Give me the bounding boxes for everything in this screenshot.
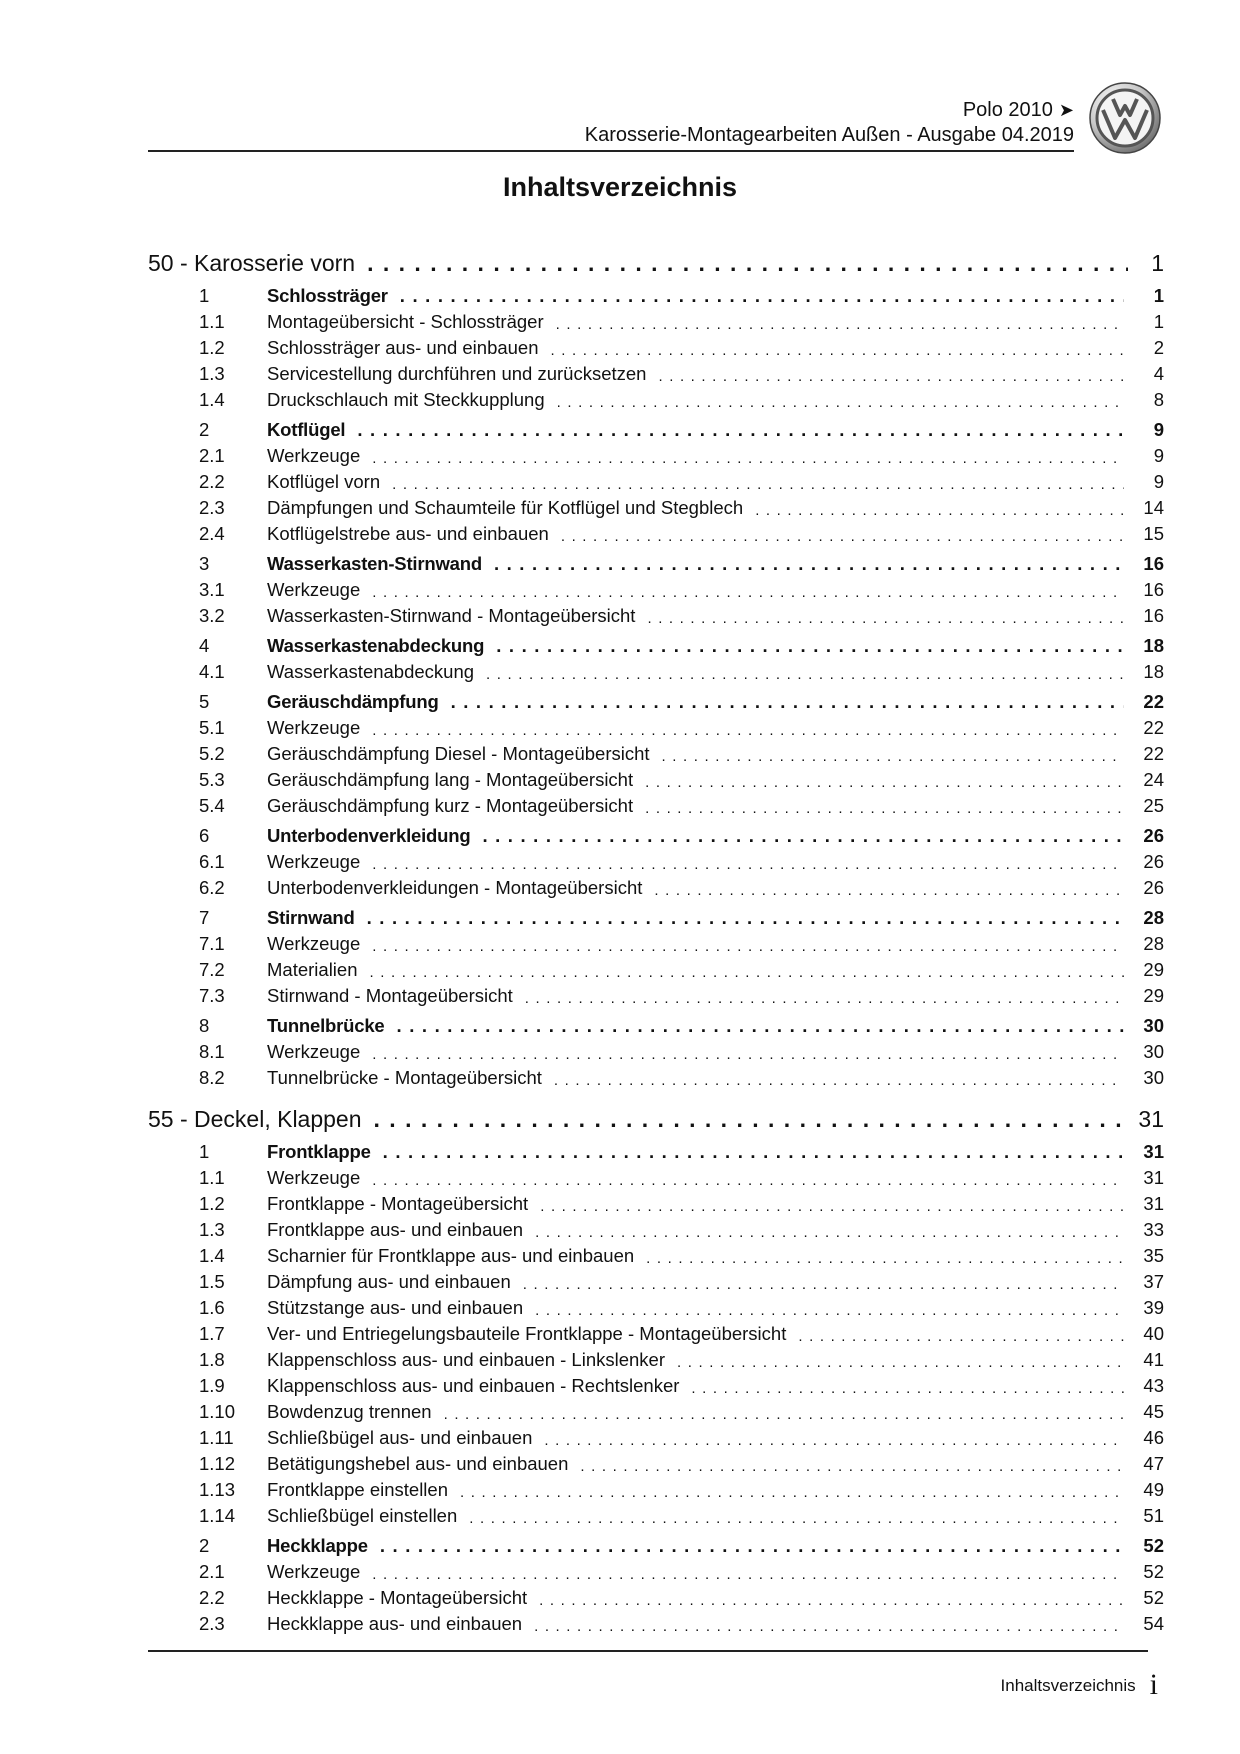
- dot-leader: [786, 1328, 1124, 1345]
- toc-subsection-title: Kotflügelstrebe aus- und einbauen: [267, 523, 549, 544]
- toc-subsection-number: 1.14: [199, 1505, 236, 1526]
- toc-section-number: 5: [199, 691, 210, 712]
- model-name: Polo 2010: [962, 99, 1053, 121]
- toc-subsection-title: Wasserkasten-Stirnwand - Montageübersicht: [267, 605, 636, 626]
- toc-subsection[interactable]: [148, 519, 1164, 545]
- toc-subsection-number: 2.2: [199, 1587, 225, 1608]
- toc-page-number: 16: [1143, 605, 1164, 626]
- toc-page-number: 52: [1143, 1561, 1164, 1582]
- toc-subsection-title: Werkzeuge: [267, 1167, 361, 1188]
- toc-subsection[interactable]: [148, 765, 1164, 791]
- toc-page-number: 52: [1143, 1535, 1164, 1556]
- toc-subsection[interactable]: [148, 333, 1164, 359]
- toc-subsection-number: 2.2: [199, 471, 225, 492]
- dot-leader: [646, 368, 1124, 385]
- dot-leader: [371, 1141, 1124, 1163]
- dot-leader: [633, 800, 1124, 817]
- toc-page-number: 15: [1143, 523, 1164, 544]
- toc-subsection-title: Stützstange aus- und einbauen: [267, 1297, 524, 1318]
- toc-subsection-number: 1.2: [199, 337, 225, 358]
- dot-leader: [544, 316, 1124, 333]
- toc-subsection[interactable]: [148, 1345, 1164, 1371]
- toc-section-title: Stirnwand: [267, 907, 355, 928]
- toc-subsection-number: 1.4: [199, 389, 225, 410]
- toc-page-number: 24: [1143, 769, 1164, 790]
- page-number: i: [1149, 1668, 1158, 1701]
- dot-leader: [665, 1354, 1124, 1371]
- dot-leader: [542, 1072, 1124, 1089]
- toc-subsection-number: 1.10: [199, 1401, 236, 1422]
- toc-page-number: 9: [1153, 471, 1164, 492]
- toc-subsection[interactable]: [148, 929, 1164, 955]
- toc-subsection-number: 1.3: [199, 1219, 225, 1240]
- toc-subsection-title: Bowdenzug trennen: [267, 1401, 432, 1422]
- dot-leader: [439, 691, 1124, 713]
- dot-leader: [355, 250, 1128, 277]
- dot-leader: [523, 1224, 1124, 1241]
- toc-subsection[interactable]: [148, 1371, 1164, 1397]
- toc-subsection-title: Druckschlauch mit Steckkupplung: [267, 389, 545, 410]
- dot-leader: [511, 1276, 1124, 1293]
- toc-page-number: 39: [1143, 1297, 1164, 1318]
- toc-page-number: 9: [1153, 419, 1164, 440]
- toc-subsection-title: Werkzeuge: [267, 445, 361, 466]
- toc-chapter[interactable]: [148, 249, 1164, 277]
- toc-subsection[interactable]: [148, 1063, 1164, 1089]
- toc-subsection-number: 2.3: [199, 1613, 225, 1634]
- toc-subsection[interactable]: [148, 791, 1164, 817]
- dot-leader: [448, 1484, 1124, 1501]
- toc-subsection-number: 1.5: [199, 1271, 225, 1292]
- toc-page-number: 30: [1143, 1041, 1164, 1062]
- toc-page-number: 16: [1143, 579, 1164, 600]
- toc-subsection-number: 1.1: [199, 1167, 225, 1188]
- toc-subsection-title: Werkzeuge: [267, 933, 361, 954]
- toc-subsection[interactable]: [148, 385, 1164, 411]
- dot-leader: [743, 502, 1124, 519]
- dot-leader: [360, 1046, 1124, 1063]
- toc-section[interactable]: [148, 1531, 1164, 1557]
- toc-subsection-title: Kotflügel vorn: [267, 471, 381, 492]
- toc-chapter-title: 55 - Deckel, Klappen: [148, 1106, 362, 1132]
- dot-leader: [679, 1380, 1124, 1397]
- toc-section-title: Tunnelbrücke: [267, 1015, 385, 1036]
- document-subtitle: Karosserie-Montagearbeiten Außen - Ausgabe 04.2019: [584, 124, 1074, 146]
- dot-leader: [360, 938, 1124, 955]
- toc-subsection[interactable]: [148, 1583, 1164, 1609]
- toc-subsection-number: 3.2: [199, 605, 225, 626]
- dot-leader: [388, 285, 1124, 307]
- toc-subsection[interactable]: [148, 1397, 1164, 1423]
- toc-section-number: 4: [199, 635, 210, 656]
- toc-section-title: Geräuschdämpfung: [267, 691, 439, 712]
- toc-page-number: 18: [1143, 635, 1164, 656]
- toc-subsection-title: Geräuschdämpfung Diesel - Montageübersicht: [267, 743, 650, 764]
- toc-subsection[interactable]: [148, 739, 1164, 765]
- toc-subsection[interactable]: [148, 1423, 1164, 1449]
- toc-subsection-title: Ver- und Entriegelungsbauteile Frontklappe - Montageübersicht: [267, 1323, 787, 1344]
- vw-logo-icon: [1089, 82, 1161, 154]
- toc-section[interactable]: [148, 631, 1164, 657]
- toc-subsection-title: Materialien: [267, 959, 358, 980]
- toc-subsection-number: 2.1: [199, 445, 225, 466]
- page-header: [148, 98, 1074, 148]
- spacer: [148, 1089, 1164, 1099]
- dot-leader: [484, 635, 1124, 657]
- dot-leader: [633, 774, 1124, 791]
- toc-subsection-number: 1.9: [199, 1375, 225, 1396]
- toc-subsection-title: Montageübersicht - Schlossträger: [267, 311, 544, 332]
- toc-subsection[interactable]: [148, 575, 1164, 601]
- toc-page-number: 49: [1143, 1479, 1164, 1500]
- page-title: Inhaltsverzeichnis: [502, 172, 738, 202]
- dot-leader: [482, 553, 1124, 575]
- toc-page-number: 30: [1143, 1067, 1164, 1088]
- toc-subsection[interactable]: [148, 955, 1164, 981]
- page-footer: [0, 1668, 1158, 1702]
- toc-subsection-title: Dämpfungen und Schaumteile für Kotflügel und Stegblech: [267, 497, 744, 518]
- toc-subsection-number: 5.1: [199, 717, 225, 738]
- toc-subsection-number: 1.8: [199, 1349, 225, 1370]
- dot-leader: [523, 1302, 1124, 1319]
- dot-leader: [539, 342, 1124, 359]
- toc-subsection-title: Schließbügel einstellen: [267, 1505, 458, 1526]
- toc-subsection-number: 7.1: [199, 933, 225, 954]
- dot-leader: [474, 666, 1124, 683]
- dot-leader: [380, 476, 1124, 493]
- toc-section-number: 6: [199, 825, 210, 846]
- toc-section-title: Schlossträger: [267, 285, 388, 306]
- toc-page-number: 22: [1143, 717, 1164, 738]
- toc-subsection[interactable]: [148, 1189, 1164, 1215]
- toc-subsection-title: Heckklappe - Montageübersicht: [267, 1587, 528, 1608]
- dot-leader: [642, 882, 1124, 899]
- toc-page-number: 14: [1143, 497, 1164, 518]
- toc-subsection[interactable]: [148, 873, 1164, 899]
- toc-section-number: 8: [199, 1015, 210, 1036]
- toc-section-number: 1: [199, 285, 210, 306]
- toc-subsection[interactable]: [148, 1037, 1164, 1063]
- toc-subsection[interactable]: [148, 1557, 1164, 1583]
- toc-page-number: 16: [1143, 553, 1164, 574]
- toc-subsection-title: Scharnier für Frontklappe aus- und einbauen: [267, 1245, 635, 1266]
- dot-leader: [532, 1432, 1124, 1449]
- toc-subsection-title: Heckklappe aus- und einbauen: [267, 1613, 523, 1634]
- toc-section-number: 3: [199, 553, 210, 574]
- toc-subsection[interactable]: [148, 1609, 1164, 1635]
- toc-subsection-number: 6.1: [199, 851, 225, 872]
- dot-leader: [527, 1592, 1124, 1609]
- toc-section[interactable]: [148, 1137, 1164, 1163]
- toc-section-number: 7: [199, 907, 210, 928]
- toc-page-number: 1: [1151, 250, 1164, 276]
- toc-subsection-number: 3.1: [199, 579, 225, 600]
- toc-page-number: 33: [1143, 1219, 1164, 1240]
- dot-leader: [650, 748, 1124, 765]
- toc-subsection-number: 1.13: [199, 1479, 236, 1500]
- toc-subsection[interactable]: [148, 1501, 1164, 1527]
- dot-leader: [470, 825, 1124, 847]
- toc-chapter-title: 50 - Karosserie vorn: [148, 250, 356, 276]
- toc-page-number: 51: [1143, 1505, 1164, 1526]
- toc-page-number: 31: [1143, 1193, 1164, 1214]
- toc-subsection[interactable]: [148, 441, 1164, 467]
- toc-subsection-title: Betätigungshebel aus- und einbauen: [267, 1453, 569, 1474]
- toc-subsection-number: 8.1: [199, 1041, 225, 1062]
- toc-subsection[interactable]: [148, 847, 1164, 873]
- toc-subsection-title: Geräuschdämpfung lang - Montageübersicht: [267, 769, 634, 790]
- dot-leader: [635, 610, 1124, 627]
- dot-leader: [360, 450, 1124, 467]
- toc-section-number: 2: [199, 419, 210, 440]
- toc-subsection-title: Werkzeuge: [267, 1561, 361, 1582]
- toc-page-number: 26: [1143, 825, 1164, 846]
- toc-subsection-title: Schließbügel aus- und einbauen: [267, 1427, 533, 1448]
- toc-subsection-title: Frontklappe aus- und einbauen: [267, 1219, 524, 1240]
- toc-page-number: 31: [1143, 1141, 1164, 1162]
- toc-subsection[interactable]: [148, 1241, 1164, 1267]
- toc-subsection-number: 1.3: [199, 363, 225, 384]
- toc-page-number: 30: [1143, 1015, 1164, 1036]
- toc-page-number: 29: [1143, 985, 1164, 1006]
- dot-leader: [457, 1510, 1124, 1527]
- toc-page-number: 28: [1143, 933, 1164, 954]
- toc-subsection-title: Klappenschloss aus- und einbauen - Linkslenker: [267, 1349, 666, 1370]
- toc-page-number: 31: [1143, 1167, 1164, 1188]
- header-rule: [148, 150, 1074, 152]
- dot-leader: [362, 1106, 1128, 1133]
- toc-section[interactable]: [148, 281, 1164, 307]
- toc-page-number: 47: [1143, 1453, 1164, 1474]
- toc-subsection[interactable]: [148, 1293, 1164, 1319]
- toc-section-title: Kotflügel: [267, 419, 346, 440]
- toc-page-number: 35: [1143, 1245, 1164, 1266]
- toc-subsection[interactable]: [148, 601, 1164, 627]
- toc-subsection-title: Frontklappe - Montageübersicht: [267, 1193, 529, 1214]
- toc-subsection-number: 1.11: [199, 1427, 234, 1448]
- toc-subsection[interactable]: [148, 1475, 1164, 1501]
- toc-subsection[interactable]: [148, 493, 1164, 519]
- toc-subsection-number: 7.2: [199, 959, 225, 980]
- toc-subsection-title: Tunnelbrücke - Montageübersicht: [267, 1067, 542, 1088]
- dot-leader: [634, 1250, 1124, 1267]
- toc-subsection-title: Werkzeuge: [267, 579, 361, 600]
- toc-section-title: Frontklappe: [267, 1141, 371, 1162]
- dot-leader: [355, 907, 1124, 929]
- toc-section-title: Heckklappe: [267, 1535, 368, 1556]
- toc-subsection[interactable]: [148, 1215, 1164, 1241]
- toc-page-number: 2: [1153, 337, 1164, 358]
- toc-subsection-number: 2.4: [199, 523, 225, 544]
- toc-subsection-number: 1.12: [199, 1453, 236, 1474]
- toc-subsection[interactable]: [148, 307, 1164, 333]
- dot-leader: [545, 394, 1124, 411]
- toc-page-number: 1: [1153, 285, 1164, 306]
- toc-subsection-number: 2.3: [199, 497, 225, 518]
- toc-subsection[interactable]: [148, 1267, 1164, 1293]
- toc-subsection-number: 1.6: [199, 1297, 225, 1318]
- toc-section[interactable]: [148, 903, 1164, 929]
- toc-subsection[interactable]: [148, 359, 1164, 385]
- toc-page-number: 8: [1153, 389, 1164, 410]
- toc-subsection-number: 6.2: [199, 877, 225, 898]
- toc-subsection-number: 8.2: [199, 1067, 225, 1088]
- toc-subsection-title: Klappenschloss aus- und einbauen - Rechtslenker: [267, 1375, 680, 1396]
- toc-page-number: 43: [1143, 1375, 1164, 1396]
- toc-page-number: 26: [1143, 877, 1164, 898]
- toc-subsection[interactable]: [148, 981, 1164, 1007]
- footer-label: Inhaltsverzeichnis: [1000, 1676, 1136, 1695]
- toc-page-number: 1: [1153, 311, 1164, 332]
- toc-section-title: Wasserkastenabdeckung: [267, 635, 485, 656]
- toc-subsection-number: 5.4: [199, 795, 225, 816]
- toc-section[interactable]: [148, 1011, 1164, 1037]
- toc-subsection-number: 4.1: [199, 661, 225, 682]
- toc-subsection-title: Schlossträger aus- und einbauen: [267, 337, 539, 358]
- toc-subsection-number: 1.2: [199, 1193, 225, 1214]
- footer-rule: [148, 1650, 1148, 1652]
- arrow-right-icon: ➤: [1058, 100, 1074, 120]
- toc-subsection-number: 1.7: [199, 1323, 225, 1344]
- toc-subsection-number: 1.1: [199, 311, 225, 332]
- dot-leader: [528, 1198, 1124, 1215]
- dot-leader: [513, 990, 1124, 1007]
- toc-page-number: 46: [1143, 1427, 1164, 1448]
- dot-leader: [360, 856, 1124, 873]
- toc-subsection-title: Geräuschdämpfung kurz - Montageübersicht: [267, 795, 634, 816]
- dot-leader: [568, 1458, 1124, 1475]
- toc-section[interactable]: [148, 821, 1164, 847]
- toc-subsection[interactable]: [148, 713, 1164, 739]
- toc-subsection[interactable]: [148, 467, 1164, 493]
- toc-subsection-number: 5.2: [199, 743, 225, 764]
- toc-subsection-title: Frontklappe einstellen: [267, 1479, 448, 1500]
- toc-page-number: 45: [1143, 1401, 1164, 1422]
- dot-leader: [385, 1015, 1124, 1037]
- toc-subsection-number: 5.3: [199, 769, 225, 790]
- dot-leader: [368, 1535, 1124, 1557]
- toc-subsection-title: Servicestellung durchführen und zurücksetzen: [267, 363, 647, 384]
- toc-section-number: 2: [199, 1535, 210, 1556]
- toc-section-number: 1: [199, 1141, 210, 1162]
- dot-leader: [360, 1566, 1124, 1583]
- toc-subsection[interactable]: [148, 1163, 1164, 1189]
- toc-subsection[interactable]: [148, 1449, 1164, 1475]
- toc-page-number: 54: [1143, 1613, 1164, 1634]
- toc-subsection-title: Werkzeuge: [267, 1041, 361, 1062]
- dot-leader: [360, 584, 1124, 601]
- toc-page-number: 28: [1143, 907, 1164, 928]
- toc-section-title: Unterbodenverkleidung: [267, 825, 471, 846]
- toc-page-number: 29: [1143, 959, 1164, 980]
- toc-page-number: 52: [1143, 1587, 1164, 1608]
- toc-section[interactable]: [148, 549, 1164, 575]
- toc-subsection[interactable]: [148, 1319, 1164, 1345]
- toc-page-number: 31: [1138, 1106, 1164, 1132]
- toc-subsection-title: Unterbodenverkleidungen - Montageübersicht: [267, 877, 643, 898]
- toc-subsection-title: Wasserkastenabdeckung: [267, 661, 475, 682]
- toc-subsection-number: 2.1: [199, 1561, 225, 1582]
- toc-subsection-number: 1.4: [199, 1245, 225, 1266]
- toc-subsection-title: Dämpfung aus- und einbauen: [267, 1271, 511, 1292]
- toc-page-number: 22: [1143, 691, 1164, 712]
- toc-section[interactable]: [148, 415, 1164, 441]
- dot-leader: [360, 1172, 1124, 1189]
- toc-chapter[interactable]: [148, 1105, 1164, 1133]
- toc-page-number: 40: [1143, 1323, 1164, 1344]
- dot-leader: [432, 1406, 1124, 1423]
- model-line: [148, 98, 1074, 123]
- toc-subsection[interactable]: [148, 657, 1164, 683]
- toc-subsection-title: Werkzeuge: [267, 717, 361, 738]
- toc-subsection-title: Stirnwand - Montageübersicht: [267, 985, 513, 1006]
- toc-page-number: 18: [1143, 661, 1164, 682]
- dot-leader: [345, 419, 1124, 441]
- toc-section-title: Wasserkasten-Stirnwand: [267, 553, 482, 574]
- dot-leader: [360, 722, 1124, 739]
- dot-leader: [358, 964, 1125, 981]
- dot-leader: [549, 528, 1124, 545]
- toc-page-number: 41: [1143, 1349, 1164, 1370]
- table-of-contents: [148, 243, 1164, 1635]
- dot-leader: [522, 1618, 1124, 1635]
- toc-page-number: 25: [1143, 795, 1164, 816]
- toc-page-number: 4: [1153, 363, 1164, 384]
- toc-section[interactable]: [148, 687, 1164, 713]
- toc-page-number: 37: [1143, 1271, 1164, 1292]
- toc-subsection-title: Werkzeuge: [267, 851, 361, 872]
- toc-page-number: 22: [1143, 743, 1164, 764]
- toc-page-number: 26: [1143, 851, 1164, 872]
- toc-page-number: 9: [1153, 445, 1164, 466]
- toc-subsection-number: 7.3: [199, 985, 225, 1006]
